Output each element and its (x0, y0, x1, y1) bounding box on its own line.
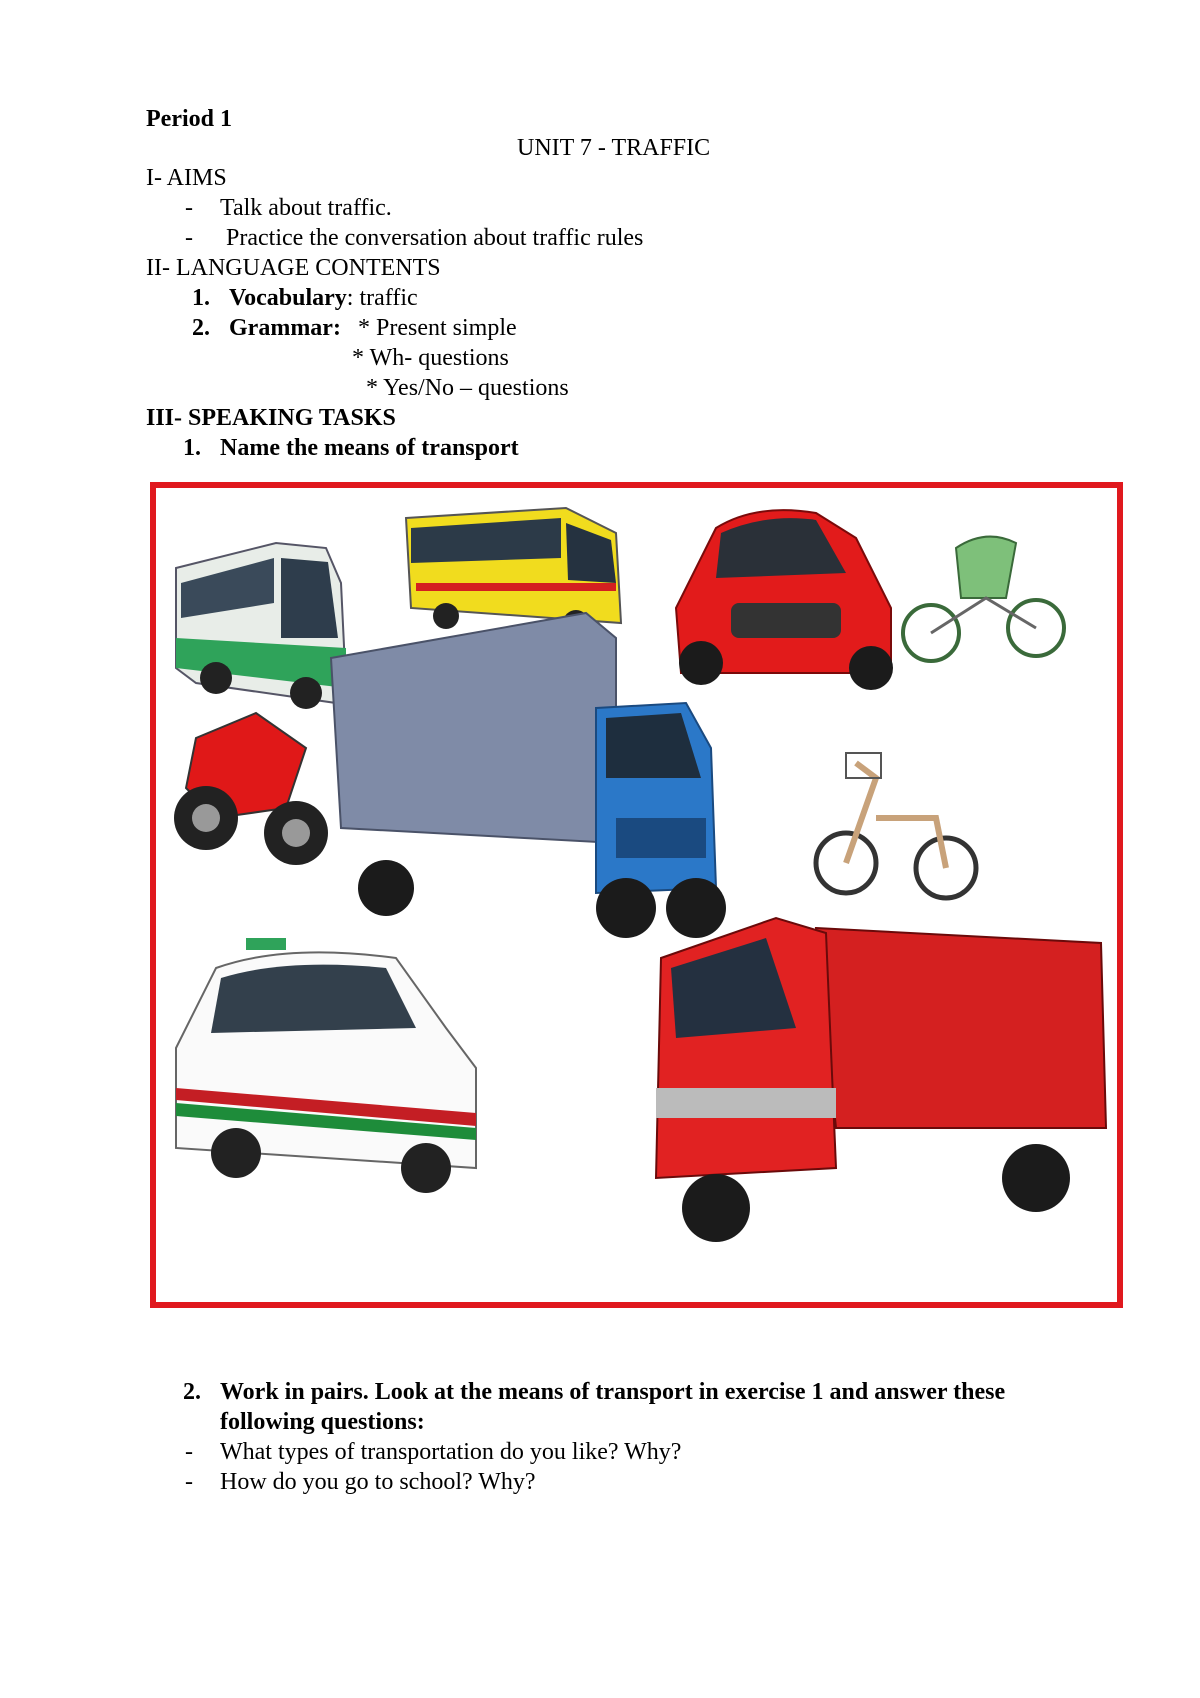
electric-bike-image (816, 753, 976, 898)
grammar-item: * Wh- questions (352, 345, 509, 371)
question-item: How do you go to school? Why? (220, 1469, 536, 1495)
grammar-number: 2. (192, 315, 210, 341)
grammar-label: Grammar: (229, 315, 341, 341)
period-label: Period 1 (146, 106, 232, 132)
motorbike-image (174, 713, 328, 865)
bullet-dash: - (185, 225, 193, 251)
taxi-image (176, 938, 476, 1193)
car-image (676, 510, 893, 690)
transport-collage (156, 488, 1117, 1302)
aims-item: Talk about traffic. (220, 195, 392, 221)
vocab-line (229, 283, 418, 313)
bullet-dash: - (185, 1469, 193, 1495)
task1-number: 1. (183, 435, 201, 461)
bullet-dash: - (185, 1439, 193, 1465)
unit-title: UNIT 7 - TRAFFIC (517, 135, 711, 161)
vocab-number: 1. (192, 285, 210, 311)
bullet-dash: - (185, 195, 193, 221)
vocab-label: Vocabulary (229, 285, 347, 311)
task2-text: Work in pairs. Look at the means of transport in exercise 1 and answer these (220, 1379, 1006, 1405)
grammar-item: * Present simple (358, 315, 517, 341)
city-bus-image (176, 543, 346, 709)
aims-item: Practice the conversation about traffic rules (226, 225, 644, 251)
vocab-value: : traffic (346, 285, 418, 311)
speaking-heading: III- SPEAKING TASKS (146, 405, 396, 431)
cyclo-image (903, 537, 1064, 661)
task2-text-continued: following questions: (220, 1409, 425, 1435)
grammar-item: * Yes/No – questions (366, 375, 569, 401)
language-heading: II- LANGUAGE CONTENTS (146, 255, 441, 281)
truck-image (331, 613, 726, 938)
transport-image-frame (150, 482, 1123, 1308)
aims-heading: I- AIMS (146, 165, 227, 191)
question-item: What types of transportation do you like? Why? (220, 1439, 682, 1465)
task2-number: 2. (183, 1379, 201, 1405)
task1-text: Name the means of transport (220, 435, 519, 461)
fire-truck-image (656, 918, 1106, 1242)
